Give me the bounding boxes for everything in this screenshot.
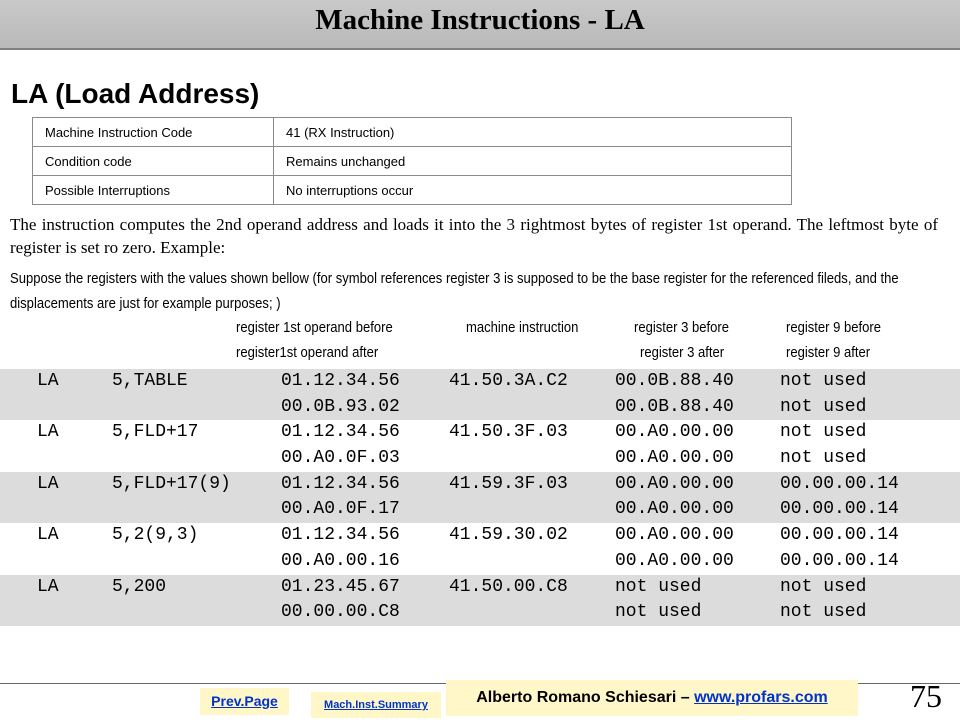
example-row [0, 395, 960, 421]
register-9-value: not used [780, 422, 867, 443]
register-3-value: 00.A0.00.00 [615, 550, 734, 571]
info-value: 41 (RX Instruction) [274, 118, 792, 147]
example-row [0, 549, 960, 575]
register-9-value: not used [780, 371, 867, 391]
info-value: No interruptions occur [274, 176, 792, 205]
register-9-value: not used [780, 448, 867, 469]
machine-code: 41.50.3F.03 [449, 422, 568, 443]
machine-code: 41.50.00.C8 [449, 576, 568, 597]
register-3-value: 00.0B.88.40 [615, 371, 734, 391]
register-9-value: not used [780, 396, 867, 417]
info-row [33, 176, 792, 205]
register-9-value: 00.00.00.14 [780, 499, 899, 520]
register-1-value: 00.A0.0F.17 [281, 499, 400, 520]
example-row [0, 369, 960, 395]
header-reg1-before: register 1st operand before [236, 320, 393, 336]
header-machine-instruction: machine instruction [466, 320, 579, 336]
instruction-mnemonic: LA [37, 576, 59, 597]
example-row [0, 446, 960, 472]
register-1-value: 01.12.34.56 [281, 422, 400, 443]
register-3-value: not used [615, 576, 702, 597]
register-1-value: 00.0B.93.02 [281, 396, 400, 417]
info-value: Remains unchanged [274, 147, 792, 176]
example-row [0, 600, 960, 626]
register-3-value: 00.0B.88.40 [615, 396, 734, 417]
info-label: Condition code [33, 147, 274, 176]
instruction-operands: 5,FLD+17 [112, 422, 199, 443]
instruction-operands: 5,200 [112, 576, 167, 597]
header-reg3-after: register 3 after [640, 345, 725, 361]
example-row [0, 497, 960, 523]
example-row [0, 523, 960, 549]
register-3-value: 00.A0.00.00 [615, 499, 734, 520]
machine-code: 41.59.3F.03 [449, 473, 568, 494]
info-row [33, 147, 792, 176]
summary-button[interactable]: Mach.Inst.Summary [311, 692, 441, 718]
example-note: Suppose the registers with the values shown bellow (for symbol references register 3 is supposed to be the base register for the referenced fileds, and the displacements are just for example purposes; ) [10, 271, 899, 312]
register-9-value: not used [780, 602, 867, 623]
instruction-info-table [32, 117, 792, 205]
instruction-mnemonic: LA [37, 473, 59, 494]
instruction-mnemonic: LA [37, 371, 59, 391]
register-1-value: 01.12.34.56 [281, 473, 400, 494]
author-name: Alberto Romano Schiesari – [476, 689, 695, 706]
instruction-mnemonic: LA [37, 422, 59, 443]
register-3-value: 00.A0.00.00 [615, 473, 734, 494]
register-1-value: 01.12.34.56 [281, 525, 400, 546]
page-title: Machine Instructions - LA [315, 4, 645, 36]
example-rows [0, 369, 960, 626]
register-3-value: 00.A0.00.00 [615, 525, 734, 546]
register-1-value: 01.23.45.67 [281, 576, 400, 597]
register-9-value: 00.00.00.14 [780, 473, 899, 494]
register-1-value: 00.00.00.C8 [281, 602, 400, 623]
register-3-value: 00.A0.00.00 [615, 448, 734, 469]
example-row [0, 472, 960, 498]
example-row [0, 420, 960, 446]
register-3-value: 00.A0.00.00 [615, 422, 734, 443]
instruction-heading: LA (Load Address) [11, 78, 260, 109]
page-number: 75 [910, 678, 942, 714]
instruction-operands: 5,FLD+17(9) [112, 473, 231, 494]
machine-code: 41.59.30.02 [449, 525, 568, 546]
header-reg3-before: register 3 before [634, 320, 730, 336]
info-row [33, 118, 792, 147]
register-1-value: 00.A0.00.16 [281, 550, 400, 571]
info-label: Machine Instruction Code [33, 118, 274, 147]
author-credit [446, 680, 858, 716]
register-9-value: 00.00.00.14 [780, 550, 899, 571]
site-link[interactable]: www.profars.com [694, 689, 828, 706]
register-3-value: not used [615, 602, 702, 623]
machine-code: 41.50.3A.C2 [449, 371, 568, 391]
instruction-operands: 5,TABLE [112, 371, 188, 391]
description-text: The instruction computes the 2nd operand address and loads it into the 3 rightmost bytes of register 1st operand. The leftmost byte of register is set ro zero. Example: [10, 215, 938, 257]
instruction-mnemonic: LA [37, 525, 59, 546]
register-1-value: 01.12.34.56 [281, 371, 400, 391]
header-reg9-after: register 9 after [786, 345, 871, 361]
title-bar [0, 0, 960, 50]
register-9-value: 00.00.00.14 [780, 525, 899, 546]
header-reg1-after: register1st operand after [236, 345, 379, 361]
example-row [0, 575, 960, 601]
info-label: Possible Interruptions [33, 176, 274, 205]
register-1-value: 00.A0.0F.03 [281, 448, 400, 469]
instruction-operands: 5,2(9,3) [112, 525, 199, 546]
prev-page-button[interactable]: Prev.Page [200, 688, 289, 715]
header-reg9-before: register 9 before [786, 320, 882, 336]
register-9-value: not used [780, 576, 867, 597]
